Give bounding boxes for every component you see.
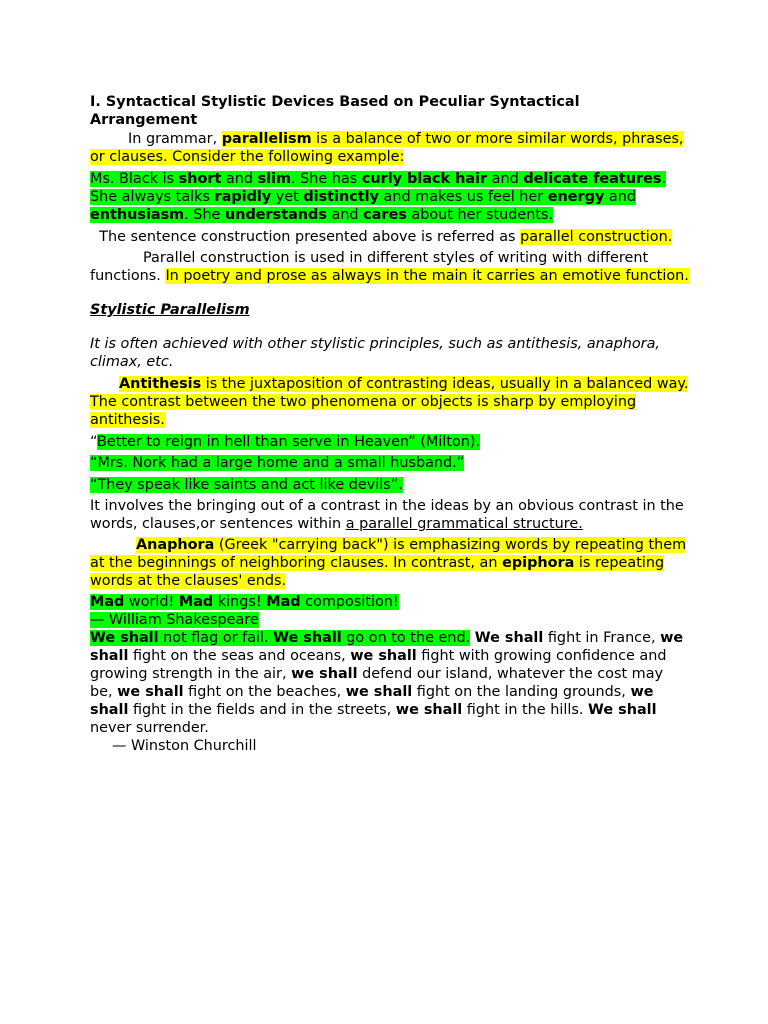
quote-churchill: We shall not flag or fail. We shall go on to the end. We shall fight in France, we shall fight on the seas and oceans, we shall fight with growing confidence and growing strength in the air, we shall defend our island, whatever the cost may be, we shall fight on the beaches, we shall fight on the landing grounds, we shall fight in the fields and in the streets, we shall fight in the hills. We shall never surrender. — [90, 630, 684, 736]
example-ms-black: Ms. Black is short and slim. She has curly black hair and delicate features. She always talks rapidly yet distinctly and makes us feel her energy and enthusiasm. She understands and cares about her students. — [90, 171, 667, 223]
document-page — [90, 93, 690, 755]
paragraph-parallelism: In grammar, parallelism is a balance of two or more similar words, phrases, or clauses. Consider the following example: — [90, 131, 684, 165]
paragraph-contrast: It involves the bringing out of a contrast in the ideas by an obvious contrast in the words, clauses,or sentences within a parallel grammatical structure. — [90, 498, 684, 532]
attribution-churchill: — Winston Churchill — [112, 738, 257, 754]
quote-milton: “Better to reign in hell than serve in Heaven” (Milton). — [90, 434, 481, 450]
paragraph-often-achieved: It is often achieved with other stylistic principles, such as antithesis, anaphora, climax, etc. — [90, 336, 660, 370]
paragraph-construction: The sentence construction presented above is referred as parallel construction. — [90, 229, 673, 245]
section-heading: I. Syntactical Stylistic Devices Based on Peculiar Syntactical Arrangement — [90, 94, 580, 128]
paragraph-antithesis: Antithesis is the juxtaposition of contrasting ideas, usually in a balanced way. The contrast between the two phenomena or objects is sharp by employing antithesis. — [90, 376, 689, 428]
quote-saints: “They speak like saints and act like devils”. — [90, 477, 403, 493]
quote-nork: “Mrs. Nork had a large home and a small husband.” — [90, 455, 465, 471]
quote-mad-world: Mad world! Mad kings! Mad composition! — [90, 594, 399, 610]
attribution-shakespeare: — William Shakespeare — [90, 612, 259, 628]
paragraph-parallel-construction: Parallel construction is used in different styles of writing with different functions. In poetry and prose as always in the main it carries an emotive function. — [90, 250, 689, 284]
paragraph-anaphora: Anaphora (Greek "carrying back") is emphasizing words by repeating them at the beginnings of neighboring clauses. In contrast, an epiphora is repeating words at the clauses' ends. — [90, 537, 687, 589]
subheading-stylistic-parallelism: Stylistic Parallelism — [90, 302, 250, 318]
